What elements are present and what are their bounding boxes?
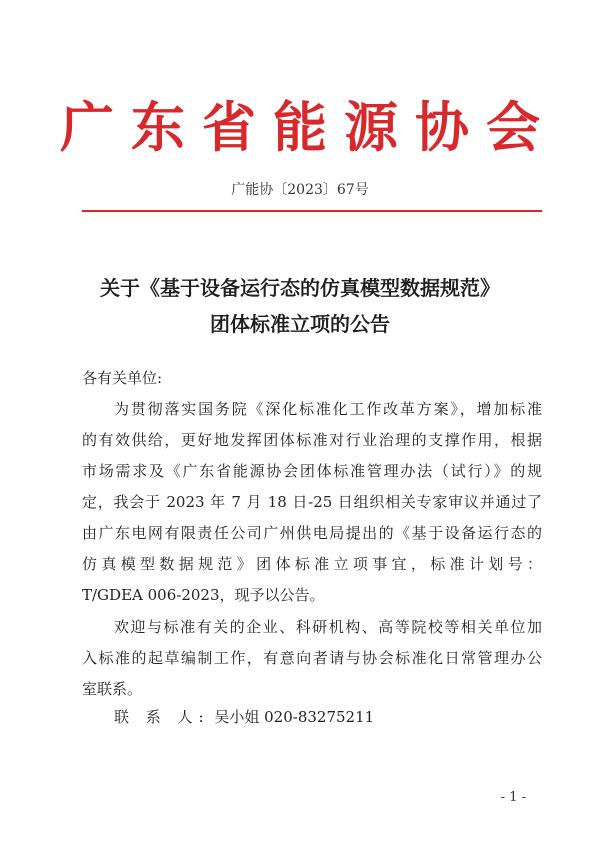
title-line-2: 团体标准立项的公告: [210, 312, 390, 336]
contact-line: [114, 706, 374, 728]
paragraph-line: 为贯彻落实国务院《深化标准化工作改革方案》，增加标准: [114, 400, 542, 418]
paragraph-announcement: [82, 394, 542, 611]
paragraph-line: 定，我会于 2023 年 7 月 18 日-25 日组织相关专家审议并通过了: [82, 493, 542, 511]
paragraph-line: T/GDEA 006-2023，现予以公告。: [82, 586, 325, 604]
title-line-1: 关于《基于设备运行态的仿真模型数据规范》: [100, 276, 500, 300]
paragraph-line: 室联系。: [82, 680, 143, 698]
paragraph-line: 欢迎与标准有关的企业、科研机构、高等院校等相关单位加: [114, 618, 542, 636]
paragraph-line: 仿真模型数据规范》团体标准立项事宜，标准计划号：: [82, 555, 542, 573]
header-divider: [82, 210, 542, 212]
document-number: 广能协〔2023〕67号: [231, 182, 369, 198]
paragraph-line: 市场需求及《广东省能源协会团体标准管理办法（试行）》的规: [82, 462, 542, 480]
contact-value: 吴小姐 020-83275211: [214, 708, 375, 726]
page-number: - 1 -: [500, 790, 526, 805]
salutation: 各有关单位:: [82, 369, 163, 387]
paragraph-line: 的有效供给，更好地发挥团体标准对行业治理的支撑作用，根据: [82, 431, 542, 449]
paragraph-line: 入标准的起草编制工作，有意向者请与协会标准化日常管理办公: [82, 649, 542, 667]
organization-header: 广东省能源协会: [60, 95, 557, 159]
contact-label: 联 系 人:: [114, 708, 210, 726]
paragraph-invitation: [82, 612, 542, 705]
paragraph-line: 由广东电网有限责任公司广州供电局提出的《基于设备运行态的: [82, 524, 542, 542]
document-title: [0, 270, 600, 342]
